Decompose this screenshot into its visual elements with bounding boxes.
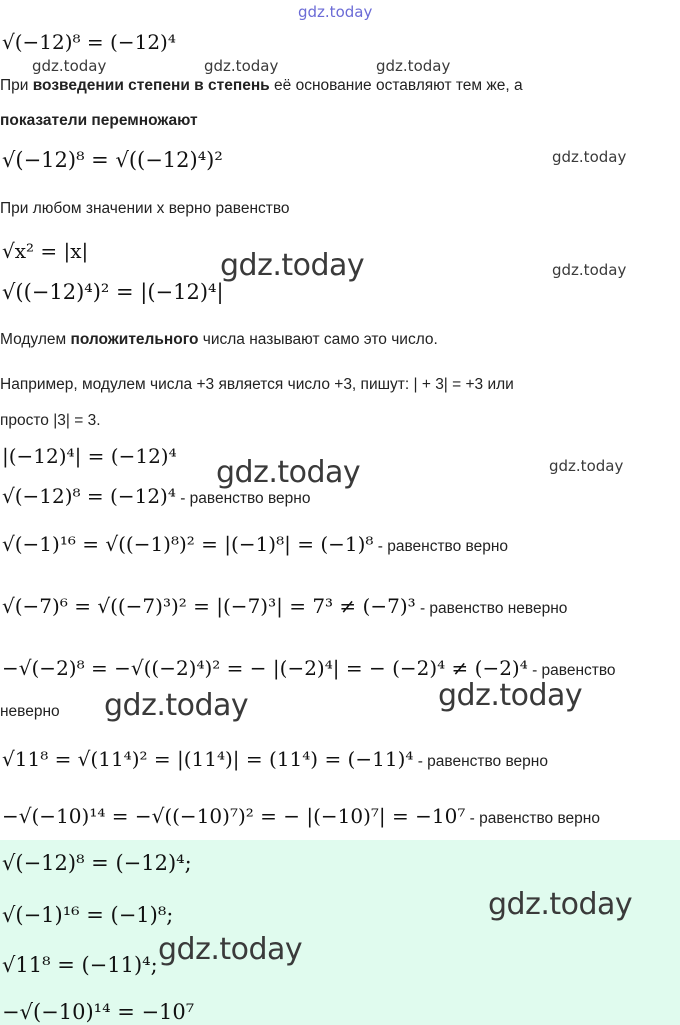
answer-2: √(−1)¹⁶ = (−1)⁸;: [2, 903, 174, 927]
watermark: gdz.today: [204, 57, 279, 75]
equation-8: √(−7)⁶ = √((−7)³)² = |(−7)³| = 7³ ≠ (−7)³ - равенство неверно: [2, 594, 568, 618]
equation-9-cont: неверно: [0, 703, 60, 720]
watermark: gdz.today: [104, 688, 249, 723]
equation-11: −√(−10)¹⁴ = −√((−10)⁷)² = − |(−10)⁷| = −10⁷ - равенство верно: [2, 804, 600, 828]
equation-2: √(−12)⁸ = √((−12)⁴)²: [2, 148, 223, 172]
watermark: gdz.today: [220, 248, 365, 283]
watermark: gdz.today: [32, 57, 107, 75]
watermark: gdz.today: [438, 678, 583, 713]
equation-4: √((−12)⁴)² = |(−12)⁴|: [2, 280, 224, 304]
watermark-top: gdz.today: [298, 3, 373, 21]
watermark: gdz.today: [552, 261, 627, 279]
equation-3: √x² = |x|: [2, 239, 89, 263]
equation-10: √11⁸ = √(11⁴)² = |(11⁴)| = (11⁴) = (−11)⁴ - равенство верно: [2, 747, 548, 771]
answer-1: √(−12)⁸ = (−12)⁴;: [2, 851, 192, 875]
answer-4: −√(−10)¹⁴ = −10⁷: [2, 1000, 195, 1024]
paragraph-example-cont: просто |3| = 3.: [0, 412, 101, 429]
equation-6: √(−12)⁸ = (−12)⁴ - равенство верно: [2, 484, 311, 508]
watermark: gdz.today: [158, 932, 303, 967]
watermark: gdz.today: [488, 887, 633, 922]
watermark: gdz.today: [376, 57, 451, 75]
answer-3: √11⁸ = (−11)⁴;: [2, 953, 158, 977]
paragraph-modulus: Модулем положительного числа называют само это число.: [0, 331, 438, 348]
equation-7: √(−1)¹⁶ = √((−1)⁸)² = |(−1)⁸| = (−1)⁸ - равенство верно: [2, 532, 509, 556]
equation-5: |(−12)⁴| = (−12)⁴: [2, 444, 177, 468]
paragraph-any-x: При любом значении x верно равенство: [0, 200, 290, 217]
watermark: gdz.today: [216, 455, 361, 490]
paragraph-example: Например, модулем числа +3 является число +3, пишут: | + 3| = +3 или: [0, 376, 514, 393]
paragraph-rule-cont: показатели перемножают: [0, 112, 198, 129]
equation-9: −√(−2)⁸ = −√((−2)⁴)² = − |(−2)⁴| = − (−2)⁴ ≠ (−2)⁴ - равенство: [2, 656, 616, 680]
watermark: gdz.today: [552, 148, 627, 166]
watermark: gdz.today: [549, 457, 624, 475]
equation-1: √(−12)⁸ = (−12)⁴: [2, 30, 176, 54]
paragraph-rule: При возведении степени в степень её основание оставляют тем же, а: [0, 77, 523, 94]
